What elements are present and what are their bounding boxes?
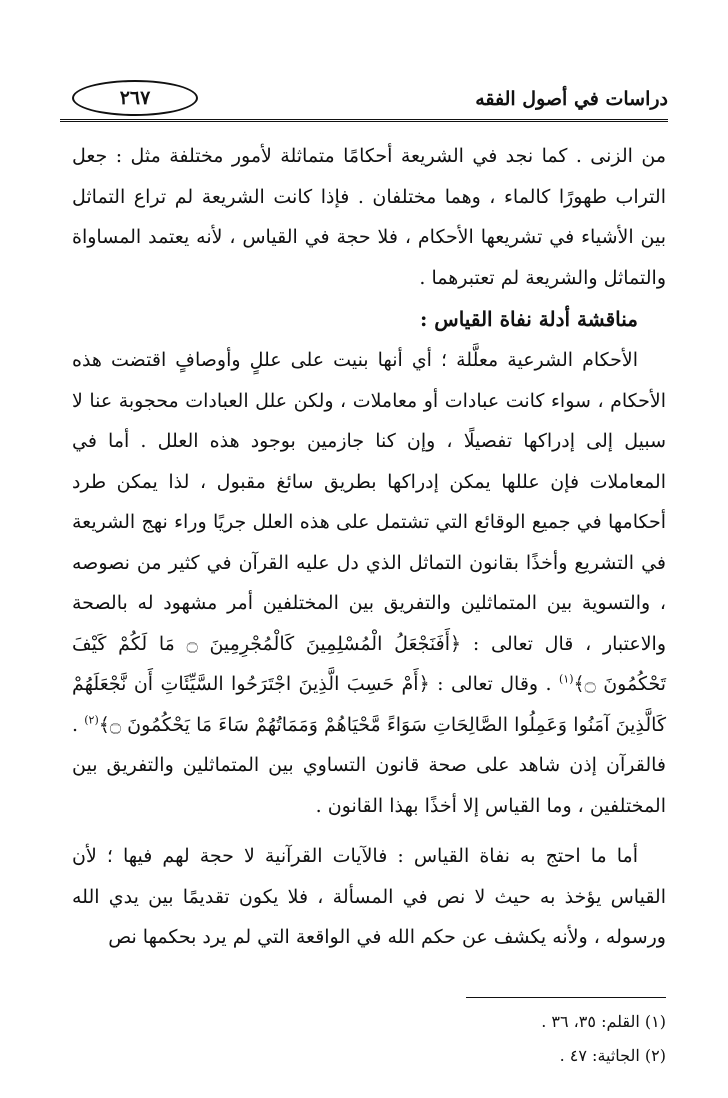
- quran-verse-2: ﴿أَمْ حَسِبَ الَّذِينَ اجْتَرَحُوا السَّيِّئَاتِ أَن نَّجْعَلَهُمْ كَالَّذِينَ آمَنُوا وَعَمِلُوا الصَّالِحَاتِ سَوَاءً مَّحْيَاهُمْ وَمَمَاتُهُمْ سَاءَ مَا يَحْكُمُونَ ۝﴾: [72, 673, 666, 736]
- paragraph-2-part-b: . وقال تعالى :: [437, 673, 552, 695]
- footnotes: [106, 1005, 666, 1073]
- paragraph-2-part-c: . فالقرآن إذن شاهد على صحة قانون التساوي بين المتماثلين والتفريق بين المختلفين ، وما القياس إلا أخذًا بهذا القانون .: [72, 713, 666, 817]
- page-number-oval: ٢٦٧: [72, 80, 198, 116]
- paragraph-1: من الزنى . كما نجد في الشريعة أحكامًا متماثلة لأمور مختلفة مثل : جعل التراب طهورًا كالماء ، وهما مختلفان . فإذا كانت الشريعة لم تراع التماثل بين الأشياء في تشريعها الأحكام ، فلا حجة في القياس ، لأنه يعتمد المساواة والتماثل والشريعة لم تعتبرهما .: [72, 145, 666, 289]
- footnote-ref-1[interactable]: (١): [558, 672, 574, 686]
- page-header: [60, 70, 668, 122]
- section-heading: مناقشة أدلة نفاة القياس :: [419, 307, 638, 331]
- footnote-1: (١) القلم: ٣٥، ٣٦ .: [541, 1012, 666, 1031]
- main-text: [72, 136, 666, 958]
- paragraph-2: [72, 340, 666, 826]
- header-rule: [60, 119, 668, 122]
- paragraph-3: أما ما احتج به نفاة القياس : فالآيات القرآنية لا حجة لهم فيها ؛ لأن القياس يؤخذ به حيث لا نص في المسألة ، فلا يكون تقديمًا بين يدي الله ورسوله ، ولأنه يكشف عن حكم الله في الواقعة التي لم يرد بحكمها نص: [72, 845, 666, 948]
- footnote-2: (٢) الجاثية: ٤٧ .: [559, 1046, 666, 1065]
- paragraph-2-part-a: الأحكام الشرعية معلَّلة ؛ أي أنها بنيت على عللٍ وأوصافٍ اقتضت هذه الأحكام ، سواء كانت عبادات أو معاملات ، ولكن علل العبادات محجوبة عنا لا سبيل إلى إدراكها تفصيلًا ، وإن كنا جازمين بوجود هذه العلل . أما في المعاملات فإن عللها يمكن إدراكها بطريق سائغ مقبول ، لذا يمكن طرد أحكامها في جميع الوقائع التي تشتمل على هذه العلل جريًا وراء نهج الشريعة في التشريع وأخذًا بقانون التماثل الذي دل عليه القرآن في كثير من نصوصه ، والتسوية بين المتماثلين والتفريق بين المختلفين أمر مشهود له بالصحة والاعتبار ، قال تعالى :: [72, 349, 667, 655]
- footnote-separator: [466, 997, 666, 998]
- quran-verse-1: ﴿أَفَنَجْعَلُ الْمُسْلِمِينَ كَالْمُجْرِمِينَ ۝ مَا لَكُمْ كَيْفَ تَحْكُمُونَ ۝﴾: [72, 632, 666, 695]
- running-title: دراسات في أصول الفقه: [475, 88, 668, 110]
- footnote-ref-2[interactable]: (٢): [84, 713, 99, 727]
